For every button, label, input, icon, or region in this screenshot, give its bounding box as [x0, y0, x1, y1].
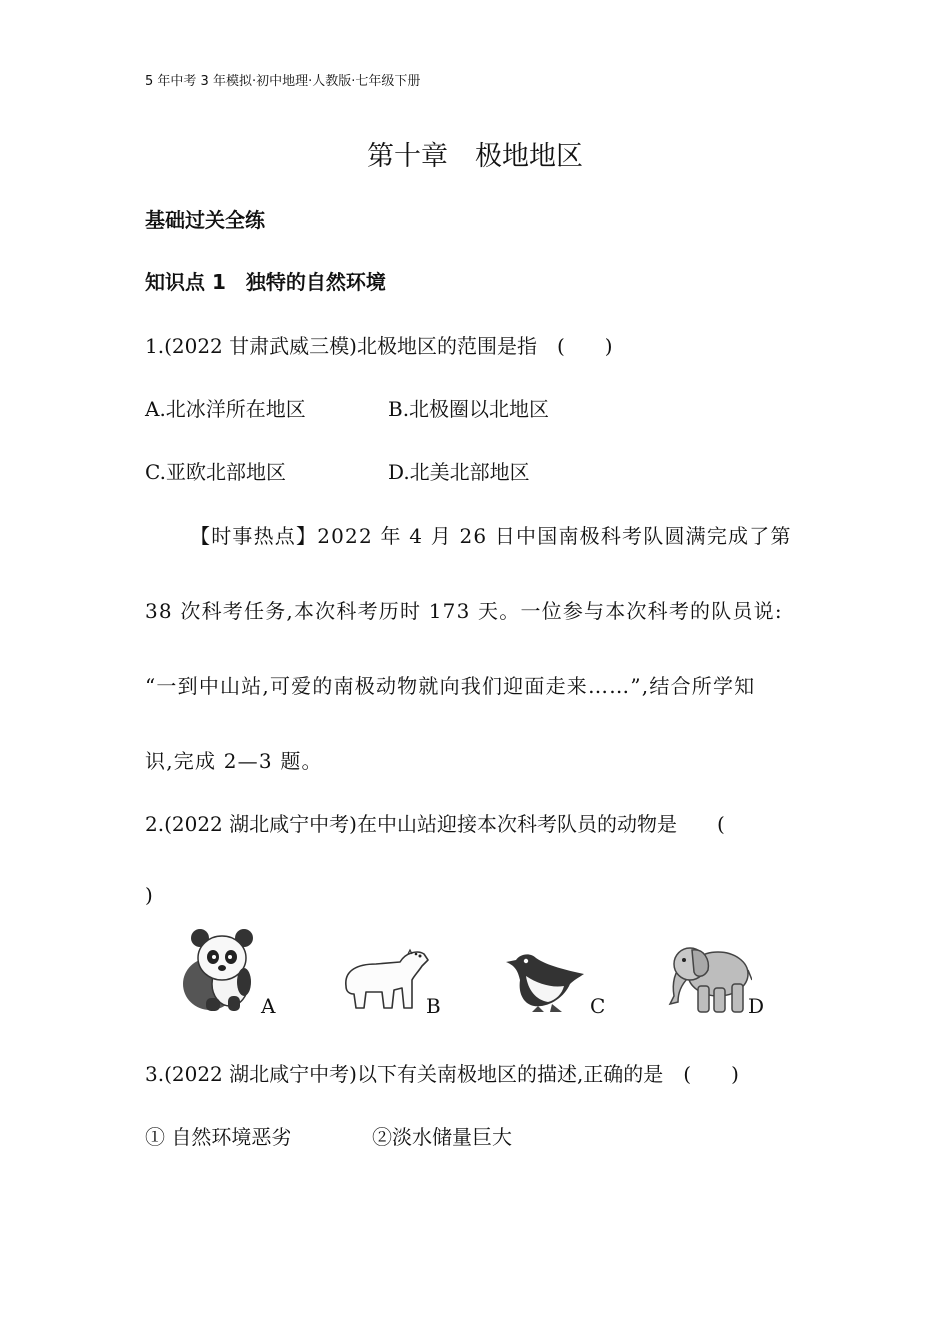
- polar-bear-icon: [340, 946, 430, 1016]
- question-1-option-a: A.北冰洋所在地区: [145, 397, 306, 421]
- question-1-stem: 1.(2022 甘肃武威三模)北极地区的范围是指 ( ): [145, 334, 613, 358]
- question-1-option-b: B.北极圈以北地区: [388, 397, 550, 421]
- passage-line-1: 【时事热点】2022 年 4 月 26 日中国南极科考队圆满完成了第: [190, 524, 792, 548]
- chapter-title: 第十章 极地地区: [367, 141, 583, 172]
- passage-line-3: “一到中山站,可爱的南极动物就向我们迎面走来……”,结合所学知: [145, 674, 756, 698]
- question-1-option-c: C.亚欧北部地区: [145, 460, 286, 484]
- question-3-item-2: ②淡水储量巨大: [372, 1125, 512, 1149]
- page-header: 5 年中考 3 年模拟·初中地理·人教版·七年级下册: [145, 74, 421, 89]
- question-1-option-d: D.北美北部地区: [388, 460, 530, 484]
- question-2-option-d-label: D: [748, 994, 765, 1018]
- question-2-option-c-label: C: [590, 994, 606, 1018]
- penguin-icon: [504, 950, 596, 1014]
- passage-line-2: 38 次科考任务,本次科考历时 173 天。一位参与本次科考的队员说:: [145, 599, 783, 623]
- section-title: 基础过关全练: [145, 208, 265, 232]
- question-2-option-b-label: B: [426, 994, 441, 1018]
- panda-icon: [180, 928, 266, 1012]
- question-2-option-a-label: A: [261, 994, 276, 1018]
- question-2-stem: 2.(2022 湖北咸宁中考)在中山站迎接本次科考队员的动物是 (: [145, 812, 725, 836]
- question-2-stem-close: ): [145, 883, 153, 907]
- passage-line-4: 识,完成 2—3 题。: [145, 749, 323, 773]
- elephant-icon: [668, 940, 752, 1016]
- question-3-stem: 3.(2022 湖北咸宁中考)以下有关南极地区的描述,正确的是 ( ): [145, 1062, 739, 1086]
- knowledge-point-title: 知识点 1 独特的自然环境: [145, 270, 386, 294]
- question-3-item-1: ① 自然环境恶劣: [145, 1125, 292, 1149]
